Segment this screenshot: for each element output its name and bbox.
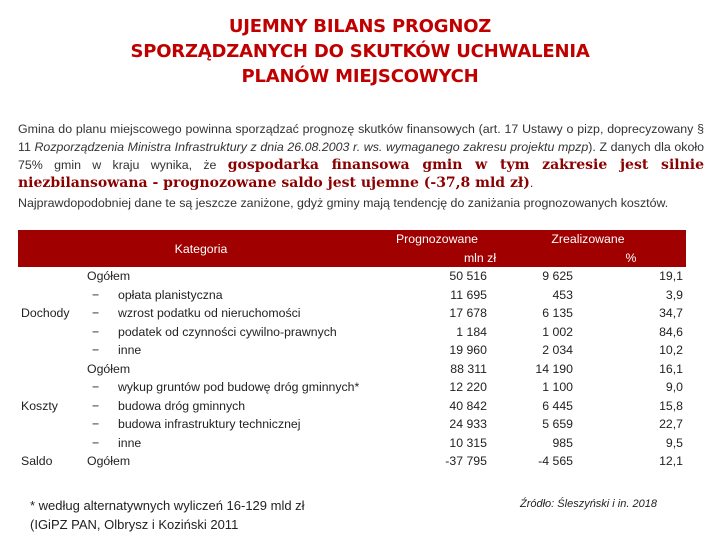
row-label-cell [84, 360, 384, 379]
table-row [18, 286, 686, 305]
table-row [18, 452, 686, 471]
table-header-row-1 [18, 230, 686, 249]
dash-marker: − [92, 398, 100, 413]
cell-realized: 1 100 [542, 380, 573, 395]
cell-realized: 6 445 [542, 398, 573, 413]
row-label-cell [84, 304, 384, 323]
footnote-line-1: * według alternatywnych wyliczeń 16-129 mld zł [30, 498, 305, 513]
header-forecast: Prognozowane [395, 232, 479, 247]
table-row [18, 323, 686, 342]
row-label: inne [118, 435, 142, 450]
cell-realized: 985 [552, 435, 573, 450]
dash-marker: − [92, 287, 100, 302]
cell-pct: 16,1 [659, 361, 683, 376]
cell-pct: 10,2 [659, 343, 683, 358]
cell-forecast: 40 842 [449, 398, 487, 413]
cell-forecast: 19 960 [449, 343, 487, 358]
row-label-cell [84, 415, 384, 434]
cell-pct: 34,7 [659, 306, 683, 321]
row-label-cell [84, 341, 384, 360]
footnote-line-2: (IGiPZ PAN, Olbrysz i Koziński 2011 [30, 517, 239, 532]
group-label: Saldo [21, 454, 53, 469]
cell-pct: 3,9 [665, 287, 683, 302]
cell-pct: 84,6 [659, 324, 683, 339]
dash-marker: − [92, 343, 100, 358]
cell-forecast: 12 220 [449, 380, 487, 395]
row-label: wzrost podatku od nieruchomości [118, 306, 301, 321]
cell-realized: 1 002 [542, 324, 573, 339]
intro-italic: Rozporządzenia Ministra Infrastruktury z dnia 26.08.2003 r. ws. wymaganego zakresu projektu mpzp [34, 140, 589, 154]
title-line-1: UJEMNY BILANS PROGNOZ [228, 16, 492, 37]
group-label: Koszty [21, 398, 58, 413]
intro-tail: Najprawdopodobniej dane te są jeszcze zaniżone, gdyż gminy mają tendencję do zaniżania prognozowanych kosztów. [18, 196, 669, 210]
row-label-cell [84, 286, 384, 305]
cell-forecast: 88 311 [450, 361, 487, 376]
cell-forecast: 11 695 [450, 287, 487, 302]
cell-realized: 2 034 [542, 343, 573, 358]
cell-forecast: 10 315 [449, 435, 487, 450]
dash-marker: − [92, 417, 100, 432]
row-label: budowa dróg gminnych [118, 398, 246, 413]
cell-forecast: 17 678 [449, 306, 487, 321]
intro-text-3: . [529, 176, 534, 190]
row-label: opłata planistyczna [118, 287, 223, 302]
dash-marker: − [92, 306, 100, 321]
intro-paragraph [18, 120, 704, 212]
cell-realized: -4 565 [538, 454, 573, 469]
header-realized: Zrealizowane [551, 232, 625, 247]
header-category: Kategoria [174, 241, 228, 256]
table-row [18, 397, 686, 416]
cell-forecast: 24 933 [449, 417, 487, 432]
table-row [18, 360, 686, 379]
row-label: Ogółem [87, 454, 131, 469]
table-row [18, 304, 686, 323]
intro-highlight: gospodarka finansowa gmin w tym zakresie jest silnie niezbilansowana - prognozowane saldo jest ujemne (-37,8 mld zł) [18, 157, 704, 191]
row-label: podatek od czynności cywilno-prawnych [118, 324, 337, 339]
row-label: budowa infrastruktury technicznej [118, 417, 301, 432]
title-line-2: SPORZĄDZANYCH DO SKUTKÓW UCHWALENIA [130, 41, 590, 62]
row-label-cell [84, 378, 384, 397]
cell-realized: 9 625 [542, 269, 573, 284]
table-row [18, 378, 686, 397]
cell-forecast: 50 516 [449, 269, 487, 284]
header-percent: % [625, 250, 637, 265]
cell-realized: 5 659 [542, 417, 573, 432]
cell-forecast: -37 795 [445, 454, 487, 469]
row-label-cell [84, 397, 384, 416]
cell-pct: 19,1 [659, 269, 683, 284]
row-label: Ogółem [87, 269, 131, 284]
footnote [30, 496, 390, 534]
intro-text-1: Gmina do planu miejscowego powinna sporządzać prognozę skutków finansowych (art. 17 Ustawy o pizp, doprecyzowany § 11 [18, 122, 704, 154]
cell-pct: 22,7 [659, 417, 683, 432]
group-label: Dochody [21, 306, 70, 321]
slide-title [0, 14, 720, 89]
row-label: Ogółem [87, 361, 131, 376]
table-row [18, 415, 686, 434]
dash-marker: − [92, 435, 100, 450]
row-label: wykup gruntów pod budowę dróg gminnych* [118, 380, 360, 395]
cell-realized: 453 [552, 287, 573, 302]
cell-pct: 9,0 [665, 380, 683, 395]
cell-pct: 9,5 [665, 435, 683, 450]
finance-table [18, 230, 686, 471]
cell-pct: 12,1 [659, 454, 683, 469]
cell-pct: 15,8 [659, 398, 683, 413]
cell-forecast: 1 184 [456, 324, 487, 339]
row-label-cell [84, 452, 384, 471]
source-note: Źródło: Śleszyński i in. 2018 [520, 498, 657, 510]
table-row [18, 267, 686, 286]
cell-realized: 14 190 [535, 361, 573, 376]
cell-realized: 6 135 [542, 306, 573, 321]
intro-text-2: ). Z danych dla około 75% gmin w kraju wynika, że [18, 140, 704, 172]
title-line-3: PLANÓW MIEJSCOWYCH [241, 66, 479, 87]
table-body [18, 267, 686, 471]
row-label-cell [84, 323, 384, 342]
dash-marker: − [92, 324, 100, 339]
table-row [18, 434, 686, 453]
row-label-cell [84, 434, 384, 453]
dash-marker: − [92, 380, 100, 395]
header-unit: mln zł [463, 250, 497, 265]
row-label-cell [84, 267, 384, 286]
table-row [18, 341, 686, 360]
row-label: inne [118, 343, 142, 358]
